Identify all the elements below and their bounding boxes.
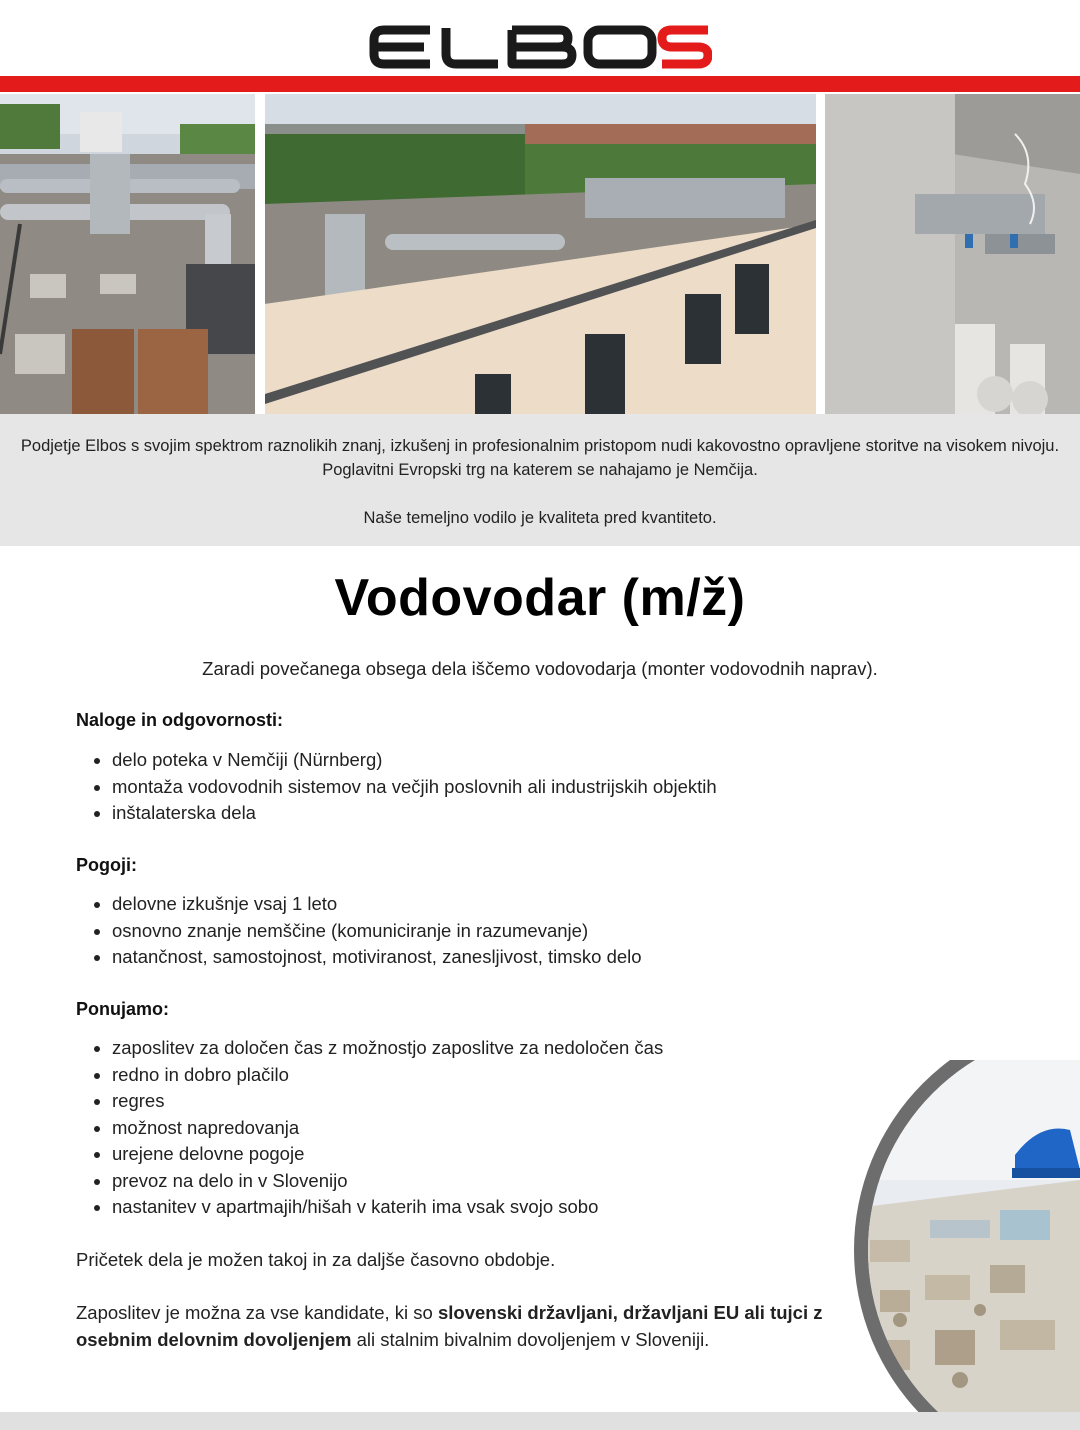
offer-heading: Ponujamo:	[76, 999, 169, 1019]
intro-motto: Naše temeljno vodilo je kvaliteta pred kvantiteto.	[363, 509, 717, 527]
tasks-list	[76, 747, 717, 827]
conditions-list	[76, 891, 642, 971]
start-note: Pričetek dela je možen takoj in za daljše časovno obdobje.	[76, 1249, 556, 1270]
conditions-heading: Pogoji:	[76, 855, 137, 875]
list-item: • delo poteka v Nemčiji (Nürnberg)	[112, 747, 717, 774]
building-rooftop-hvac-photo	[265, 94, 816, 414]
elbos-logo	[368, 24, 712, 70]
job-title: Vodovodar (m/ž)	[334, 569, 746, 627]
list-item: • prevoz na delo in v Slovenijo	[112, 1168, 663, 1195]
architecture-model-photo	[840, 1060, 1080, 1412]
photo-strip	[0, 92, 1080, 414]
list-item: • nastanitev v apartmajih/hišah v katerih ima vsak svojo sobo	[112, 1194, 663, 1221]
ceiling-duct-installation-photo	[825, 94, 1080, 414]
list-item: • natančnost, samostojnost, motiviranost, zanesljivost, timsko delo	[112, 944, 642, 971]
list-item: • zaposlitev za določen čas z možnostjo zaposlitve za nedoločen čas	[112, 1035, 663, 1062]
list-item: • možnost napredovanja	[112, 1115, 663, 1142]
footer-bar	[0, 1412, 1080, 1430]
red-accent-stripe	[0, 76, 1080, 92]
eligibility-note	[76, 1299, 856, 1353]
list-item: • regres	[112, 1088, 663, 1115]
header	[0, 0, 1080, 76]
offer-list	[76, 1035, 663, 1221]
intro-text: Podjetje Elbos s svojim spektrom raznolikih znanj, izkušenj in profesionalnim pristopom nudi kakovostno opravljene storitve na visokem nivoju. Poglavitni Evropski trg na katerem se nahajamo je Nemčija.	[20, 437, 1060, 479]
tasks-heading: Naloge in odgovornosti:	[76, 710, 283, 730]
roof-ventilation-ducts-photo	[0, 94, 255, 414]
eligibility-text-end: ali stalnim bivalnim dovoljenjem v Sloveniji.	[351, 1329, 710, 1350]
job-subtitle: Zaradi povečanega obsega dela iščemo vodovodarja (monter vodovodnih naprav).	[202, 658, 878, 679]
list-item: • montaža vodovodnih sistemov na večjih poslovnih ali industrijskih objektih	[112, 774, 717, 801]
list-item: • urejene delovne pogoje	[112, 1141, 663, 1168]
list-item: • redno in dobro plačilo	[112, 1062, 663, 1089]
list-item: • inštalaterska dela	[112, 800, 717, 827]
eligibility-bold-text: slovenski državljani, državljani EU ali tujci z osebnim delovnim dovoljenjem	[76, 1302, 823, 1350]
list-item: • osnovno znanje nemščine (komuniciranje in razumevanje)	[112, 918, 642, 945]
company-intro	[0, 414, 1080, 546]
list-item: • delovne izkušnje vsaj 1 leto	[112, 891, 642, 918]
eligibility-text: Zaposlitev je možna za vse kandidate, ki so	[76, 1302, 438, 1323]
